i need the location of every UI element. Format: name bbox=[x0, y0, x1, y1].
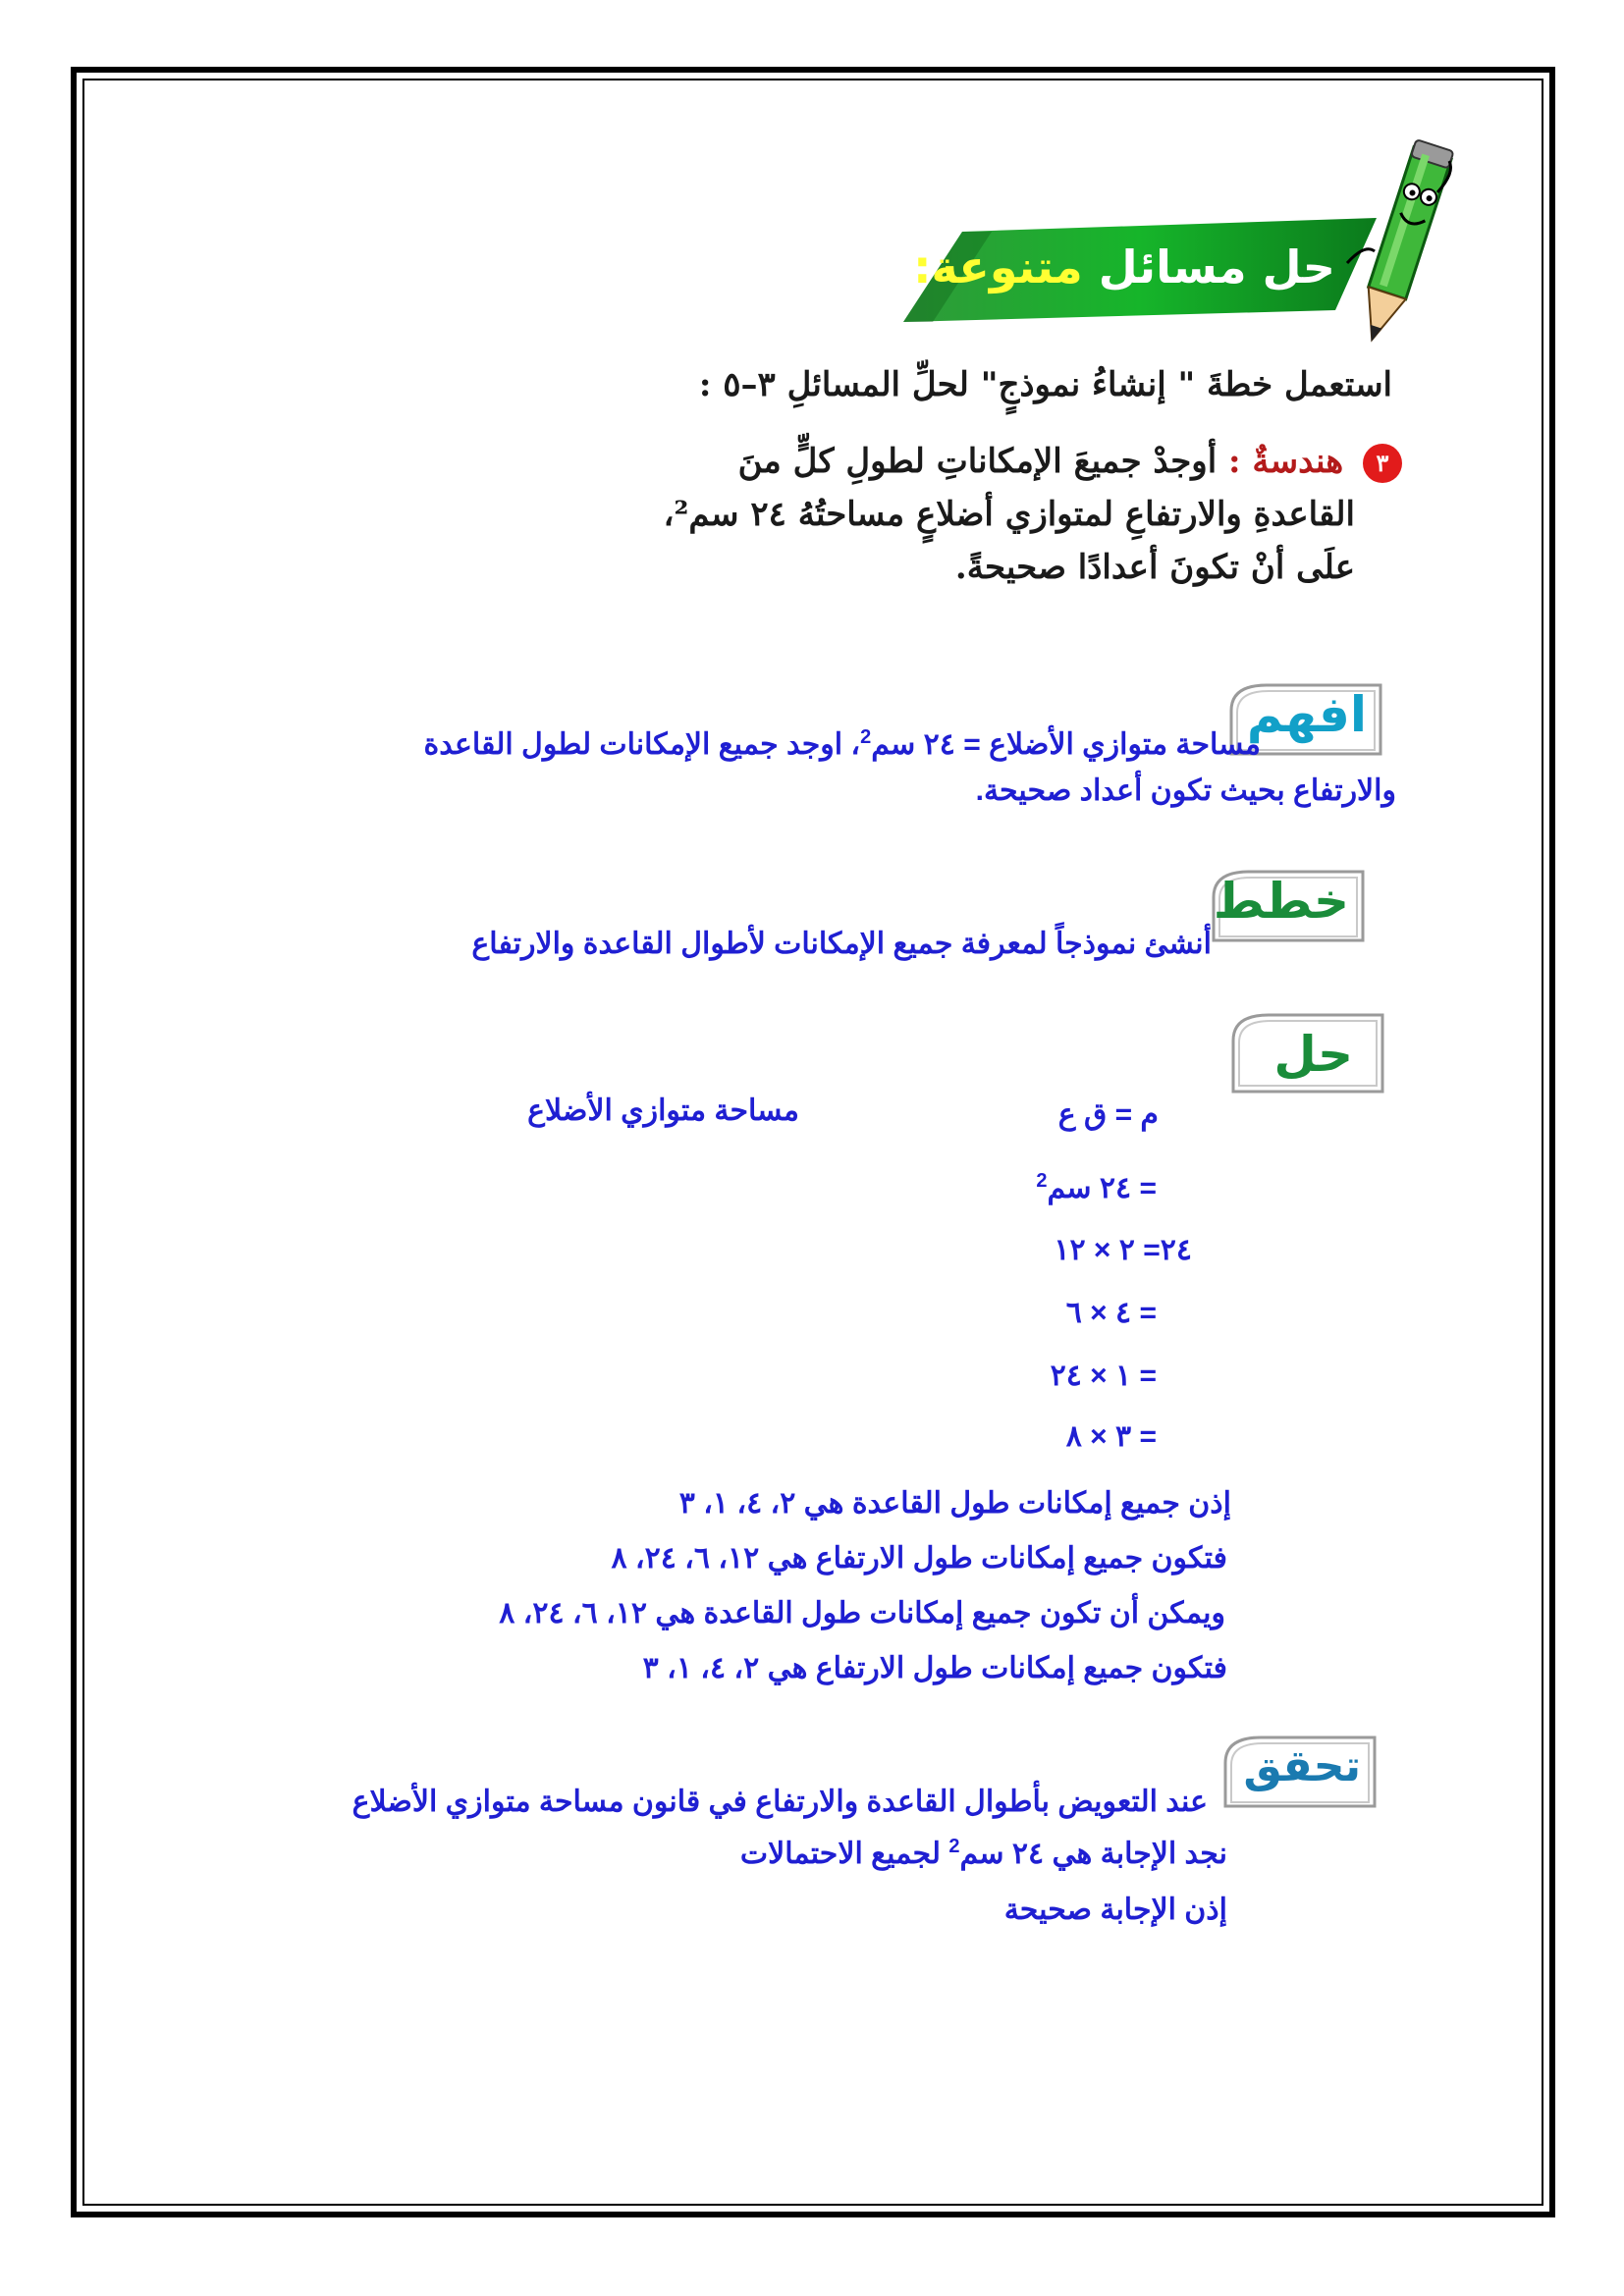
banner-title-part1: حل مسائل bbox=[1098, 240, 1335, 294]
solve-eq4: = ٣ × ٨ bbox=[1065, 1420, 1157, 1453]
solve-formula-note: مساحة متوازي الأضلاع bbox=[527, 1095, 799, 1127]
solve-result3: ويمكن أن تكون جميع إمكانات طول القاعدة هي ١٢، ٦، ٢٤، ٨ bbox=[499, 1597, 1225, 1629]
check-line2-a: نجد الإجابة هي ٢٤ سم bbox=[959, 1838, 1227, 1870]
understand-line1-a: مساحة متوازي الأضلاع = ٢٤ سم bbox=[871, 728, 1261, 761]
solve-result2: فتكون جميع إمكانات طول الارتفاع هي ١٢، ٦، ٢٤، ٨ bbox=[611, 1542, 1227, 1575]
problem-text-line2: القاعدةِ والارتفاعِ لمتوازي أضلاعٍ مساحتُهُ ٢٤ سم²، bbox=[663, 495, 1355, 534]
solve-area-sup: 2 bbox=[1036, 1170, 1048, 1192]
section-banner bbox=[903, 212, 1377, 322]
check-sup: 2 bbox=[948, 1836, 960, 1857]
solve-eq3: = ١ × ٢٤ bbox=[1050, 1360, 1157, 1392]
solve-formula: م = ق ع bbox=[1057, 1098, 1159, 1131]
plan-text: أنشئ نموذجاً لمعرفة جميع الإمكانات لأطوال القاعدة والارتفاع bbox=[471, 928, 1212, 960]
understand-line1 bbox=[424, 726, 1261, 762]
check-line2 bbox=[740, 1836, 1227, 1871]
understand-line2: والارتفاع بحيث تكون أعداد صحيحة. bbox=[975, 774, 1396, 807]
understand-sup: 2 bbox=[860, 726, 872, 748]
book-intro: استعمل خطةَ " إنشاءُ نموذجٍ" لحلِّ المسائلِ ٣–٥ : bbox=[698, 365, 1392, 404]
solve-eq2: = ٤ × ٦ bbox=[1065, 1297, 1157, 1329]
pencil-mascot-icon bbox=[1335, 133, 1463, 359]
solve-result4: فتكون جميع إمكانات طول الارتفاع هي ٢، ٤، ١، ٣ bbox=[642, 1652, 1227, 1684]
check-line2-b: لجميع الاحتمالات bbox=[739, 1838, 949, 1870]
step-understand-label: افهم bbox=[1246, 686, 1367, 743]
solve-result1: إذن جميع إمكانات طول القاعدة هي ٢، ٤، ١، ٣ bbox=[678, 1487, 1231, 1520]
banner-title-part2: متنوعة: bbox=[913, 240, 1083, 294]
step-solve-badge bbox=[1229, 1011, 1386, 1088]
problem-number-badge: ٣ bbox=[1363, 444, 1402, 483]
solve-area bbox=[1036, 1170, 1157, 1205]
step-check-badge bbox=[1221, 1734, 1379, 1810]
step-plan-label: خطط bbox=[1213, 873, 1349, 930]
check-line3: إذن الإجابة صحيحة bbox=[1003, 1894, 1227, 1926]
solve-eq1: ٢٤= ٢ × ١٢ bbox=[1054, 1234, 1192, 1266]
problem-label: هندسةٌ : bbox=[1228, 442, 1344, 481]
solve-area-a: = ٢٤ سم bbox=[1047, 1172, 1157, 1204]
step-check-label: تحقق bbox=[1243, 1741, 1361, 1791]
step-solve-label: حل bbox=[1273, 1026, 1353, 1083]
step-plan-badge bbox=[1210, 868, 1367, 944]
problem-text-line3: علَى أنْ تكونَ أعدادًا صحيحةً. bbox=[954, 548, 1355, 587]
book-problem-line1 bbox=[738, 442, 1402, 483]
check-line1: عند التعويض بأطوال القاعدة والارتفاع في قانون مساحة متوازي الأضلاع bbox=[352, 1786, 1208, 1818]
understand-line1-b: ، اوجد جميع الإمكانات لطول القاعدة bbox=[423, 728, 861, 761]
problem-text-line1: أوجدْ جميعَ الإمكاناتِ لطولِ كلٍّ منَ bbox=[737, 442, 1218, 481]
